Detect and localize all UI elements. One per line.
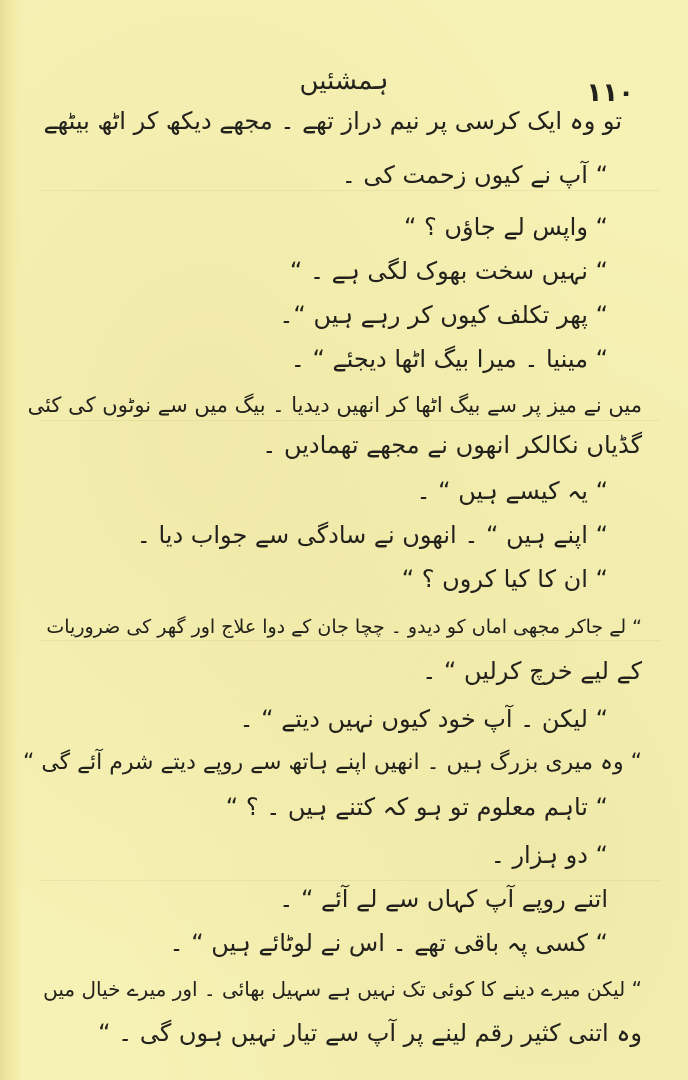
page-gutter-shadow (0, 0, 22, 1080)
text-line-20: “ لیکن میرے دینے کا کوئی تک نہیں ہے سہیل بھائی ۔ اور میرے خیال میں (43, 977, 642, 1001)
text-line-16: “ تاہم معلوم تو ہو کہ کتنے ہیں ۔ ؟ “ (225, 793, 608, 821)
text-line-2: “ آپ نے کیوں زحمت کی ۔ (341, 161, 608, 189)
text-line-15: “ وہ میری بزرگ ہیں ۔ انھیں اپنے ہاتھ سے روپے دیتے شرم آئے گی “ (22, 750, 642, 775)
text-line-1: تو وہ ایک کرسی پر نیم دراز تھے ۔ مجھے دیکھ کر اٹھ بیٹھے (43, 107, 622, 135)
running-header-title: ہمشئیں (299, 66, 389, 96)
text-line-8: گڈیاں نکالکر انھوں نے مجھے تھمادیں ۔ (262, 431, 642, 459)
faint-rule (40, 880, 660, 881)
text-line-5: “ پھر تکلف کیوں کر رہے ہیں “۔ (279, 301, 608, 329)
text-line-13: کے لیے خرچ کرلیں “ ۔ (422, 657, 642, 685)
text-line-4: “ نہیں سخت بھوک لگی ہے ۔ “ (289, 257, 608, 285)
text-line-17: “ دو ہزار ۔ (490, 841, 608, 869)
text-line-9: “ یہ کیسے ہیں “ ۔ (416, 477, 608, 505)
text-line-7: میں نے میز پر سے بیگ اٹھا کر انھیں دیدیا ۔ بیگ میں سے نوٹوں کی کئی (27, 393, 642, 417)
text-line-11: “ ان کا کیا کروں ؟ “ (401, 565, 608, 593)
text-line-3: “ واپس لے جاؤں ؟ “ (403, 213, 608, 241)
text-line-10: “ اپنے ہیں “ ۔ انھوں نے سادگی سے جواب دیا ۔ (136, 521, 608, 549)
text-line-12: “ لے جاکر مجھی اماں کو دیدو ۔ چچا جان کے دوا علاج اور گھر کی ضروریات (46, 616, 642, 638)
text-line-14: “ لیکن ۔ آپ خود کیوں نہیں دیتے “ ۔ (239, 705, 608, 733)
text-line-19: “ کسی پہ باقی تھے ۔ اس نے لوٹائے ہیں “ ۔ (169, 929, 608, 957)
text-line-6: “ مینیا ۔ میرا بیگ اٹھا دیجئے “ ۔ (290, 345, 608, 373)
text-line-18: اتنے روپے آپ کہاں سے لے آئے “ ۔ (279, 885, 608, 913)
page-number: ۱۱۰ (586, 78, 634, 108)
text-line-21: وہ اتنی کثیر رقم لینے پر آپ سے تیار نہیں ہوں گی ۔ “ (98, 1019, 642, 1047)
